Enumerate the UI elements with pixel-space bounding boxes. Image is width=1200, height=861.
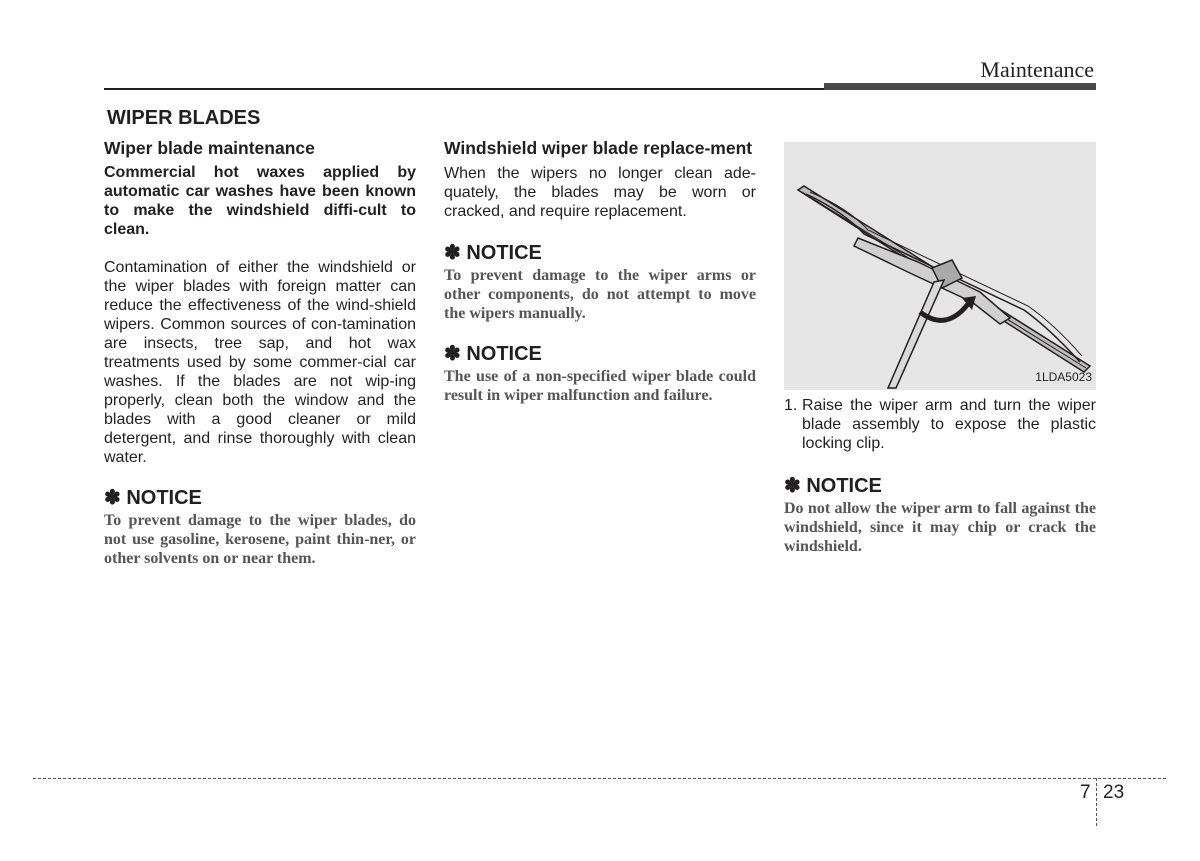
notice-text: Do not allow the wiper arm to fall against the windshield, since it may chip or crack the windshield. [784,500,1096,555]
notice-title: ✽ NOTICE [444,343,542,365]
wiper-figure [784,142,1096,390]
section-title: WIPER BLADES [107,107,261,129]
notice-title: ✽ NOTICE [784,475,882,497]
column-right [784,142,1096,556]
page-number: 23 [1103,782,1125,803]
notice-title: ✽ NOTICE [444,242,542,264]
header-rule [104,88,824,90]
figure-code: 1LDA5023 [1035,370,1092,384]
subhead-blade-replacement: Windshield wiper blade replace-ment [444,138,753,158]
header-title: Maintenance [980,57,1094,82]
caution-paragraph: Commercial hot waxes applied by automatic car washes have been known to make the windshield diffi-cult to clean. [104,164,416,238]
step-1 [784,396,1096,453]
notice-text: The use of a non-specified wiper blade could result in wiper malfunction and failure. [444,368,756,404]
column-middle [444,139,756,405]
notice-title: ✽ NOTICE [104,487,202,509]
subhead-wiper-blade-maintenance: Wiper blade maintenance [104,138,315,158]
notice-text: To prevent damage to the wiper arms or other components, do not attempt to move the wipers manually. [444,267,756,322]
chapter-number: 7 [1080,782,1091,803]
footer-divider [1096,778,1097,826]
body-paragraph: Contamination of either the windshield or the wiper blades with foreign matter can reduce the effectiveness of the wind-shield wipers. Common sources of con-tamination are insects, tree sap, and hot wax treatments used by some commer-cial car washes. If the blades are not wip-ing properly, clean both the window and the blades with a good cleaner or mild detergent, and rinse thoroughly with clean water. [104,259,416,466]
step-number: 1. [784,397,798,414]
body-paragraph: When the wipers no longer clean ade-quately, the blades may be worn or cracked, and require replacement. [444,165,756,220]
column-left [104,139,416,568]
notice-text: To prevent damage to the wiper blades, do not use gasoline, kerosene, paint thin-ner, or other solvents on or near them. [104,512,416,567]
step-text: Raise the wiper arm and turn the wiper blade assembly to expose the plastic locking clip. [802,397,1096,452]
header-rule-accent [824,83,1096,90]
footer-rule [33,778,1166,779]
wiper-blade-illustration [784,142,1096,390]
